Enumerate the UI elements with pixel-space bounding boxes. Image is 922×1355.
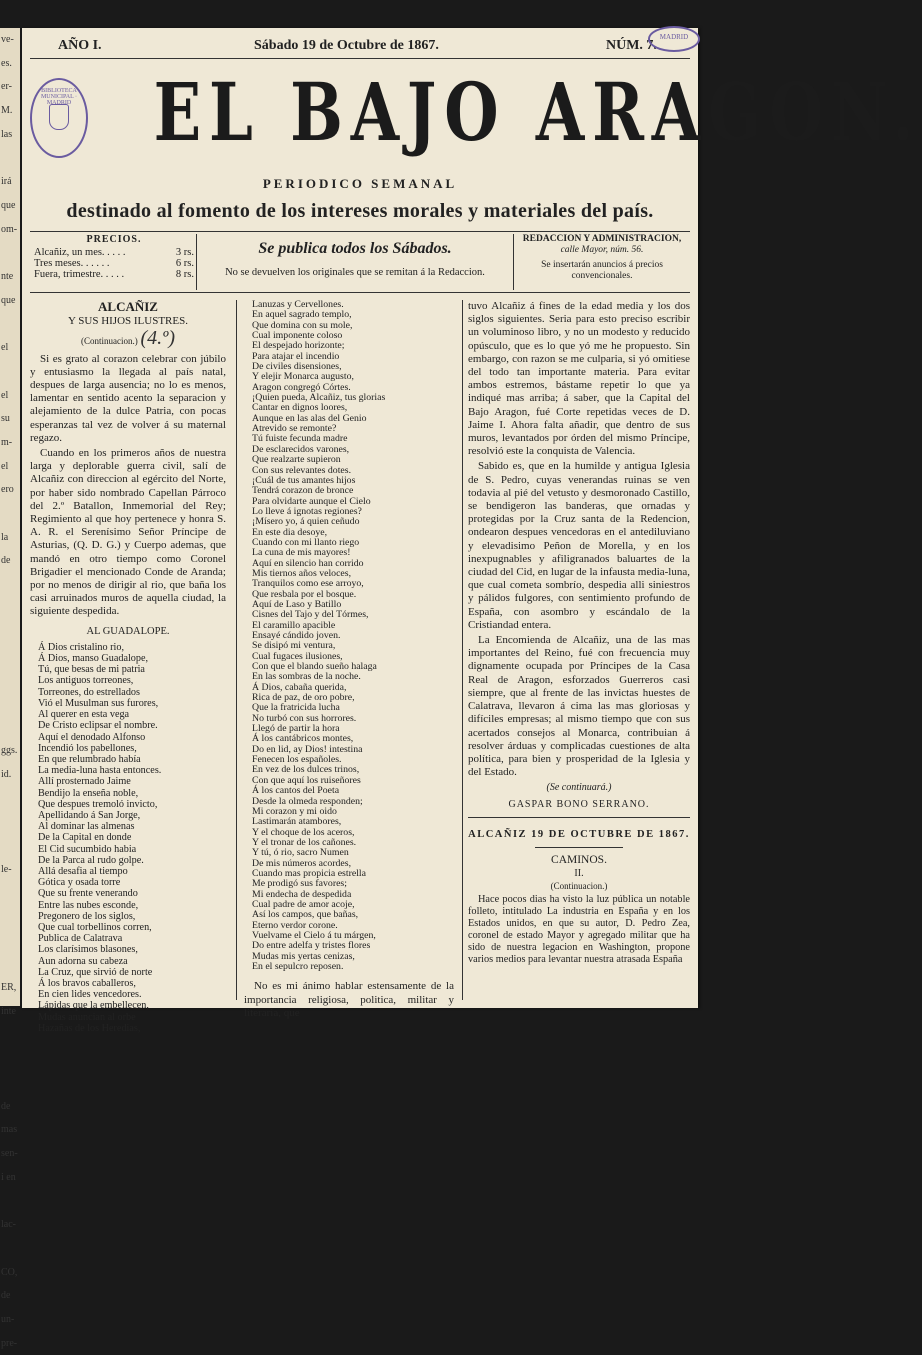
publication-box — [200, 234, 510, 292]
admin-box — [516, 234, 688, 292]
article-title: ALCAÑIZ — [98, 299, 158, 314]
poem-line: Y el tronar de los cañones. — [252, 836, 357, 848]
poem-line: Los antiguos torreones, — [38, 675, 134, 687]
poem-line: Desde la olmeda responden; — [252, 795, 363, 807]
poem-line: Á los cantos del Poeta — [252, 785, 340, 797]
paragraph: No es mi ánimo hablar estensamente de la importancia religiosa, politica, militar y literaria, que — [244, 980, 454, 1019]
caminos-continuation: (Continuacion.) — [550, 881, 608, 892]
prev-page-fragment: su — [1, 413, 10, 425]
poem-line: Para olvidarte aunque el Cielo — [252, 495, 371, 507]
library-stamp — [30, 78, 88, 158]
prev-page-fragment — [0, 952, 20, 976]
poem-line: Que cual torbellinos corren, — [38, 921, 152, 933]
prev-page-fragment: de — [1, 1100, 11, 1112]
poem-line: Mi corazon y mi oido — [252, 805, 337, 817]
prev-page-fragment — [0, 573, 20, 597]
masthead-top-line — [22, 38, 698, 56]
issue-date: Sábado 19 de Octubre de 1867. — [254, 38, 439, 53]
poem-line: El despejado horizonte; — [252, 340, 345, 352]
poem-line: Para atajar el incendio — [252, 350, 340, 362]
poem-line: Tú, que besas de mi patria — [38, 664, 145, 676]
prev-page-fragment: el — [1, 389, 9, 401]
poem-line: Incendió los pabellones, — [38, 742, 137, 754]
column-3 — [468, 300, 690, 968]
poem-line: Cantar en dignos loores, — [252, 402, 348, 414]
poem-line: Que su frente venerando — [38, 888, 138, 900]
previous-page-edge — [0, 28, 20, 1349]
poem-line: Atrevido se remonte? — [252, 423, 337, 435]
poem-line: Á los cantábricos montes, — [252, 733, 354, 745]
top-rule — [30, 58, 690, 59]
prev-page-fragment — [0, 597, 20, 621]
poem-line: Allí prosternado Jaime — [38, 776, 131, 788]
column-divider — [236, 300, 237, 1000]
poem-line: Vió el Musulman sus furores, — [38, 697, 159, 709]
short-rule — [535, 847, 624, 848]
info-top-rule — [30, 231, 690, 232]
poem-line: Allá desafia al tiempo — [38, 865, 128, 877]
prev-page-fragment: que — [1, 199, 16, 211]
poem-line: En las sombras de la noche. — [252, 671, 361, 683]
poem-line: Que la fratricida lucha — [252, 702, 340, 714]
poem-line: Cisnes del Tajo y del Tórmes, — [252, 609, 369, 621]
poem-line: De mis números acordes, — [252, 857, 352, 869]
poem-line: Hazañas de los Heredias, — [38, 1022, 141, 1034]
prev-page-fragment: de — [1, 1290, 11, 1302]
prev-page-fragment — [0, 1071, 20, 1095]
prev-page-fragment — [0, 810, 20, 834]
poem-line: Mi endecha de despedida — [252, 888, 352, 900]
poem-line: El Cid sucumbido habia — [38, 843, 137, 855]
poem-line: La cuna de mis mayores! — [252, 547, 351, 559]
prev-page-fragment: el — [1, 460, 9, 472]
paragraph: Cuando en los primeros años de nuestra larga y deplorable guerra civil, salí de Alcañiz con direccion al egército del Norte, por haber sido nombrado Capellan Párroco del 2.º Batallon, Inmemorial del Rey; Regimiento al que hoy pertenece y honra S. A. R. el Serenísimo Señor Príncipe de Asturias, (Q. D. G.) y Cuerpo ademas, que mandó en otro tiempo como Coronel Brigadier el mencionado Conde de Aranda; por no menos de dirigir al rio, que baña los casi arruinados muros de aquella ciudad, la siguiente despedida. — [30, 447, 226, 618]
poem-line: Ensayé cándido joven. — [252, 630, 341, 641]
prev-page-fragment — [0, 502, 20, 526]
paragraph: Hace pocos dias ha visto la luz pública un notable folleto, intitulado La industria en España y en los Estados unidos, en que su autor, D. Pedro Zea, coronel de estado Mayor y agregado militar que ha sido de nuestra legacion en Washington, propone varios medios para levantar nuestra atrasada España — [468, 893, 690, 965]
prev-page-fragment: las — [1, 128, 13, 140]
poem-line: En que relumbrado había — [38, 753, 141, 765]
poem-line: De esclarecidos varones, — [252, 443, 350, 455]
price-row: Alcañiz, un mes. . . . . 3 rs. — [34, 247, 194, 258]
poem-line: En aquel sagrado templo, — [252, 309, 352, 321]
prev-page-fragment — [0, 621, 20, 645]
prices-heading: PRECIOS. — [86, 234, 142, 245]
prev-page-fragment: nte — [1, 271, 14, 283]
prev-page-fragment — [0, 715, 20, 739]
poem-line: Aquí el denodado Alfonso — [38, 731, 146, 743]
poem-line: Rica de paz, de oro pobre, — [252, 692, 355, 704]
poem-line: Llegó de partir la hora — [252, 723, 340, 735]
poem-line: Á Dios cristalino rio, — [38, 641, 125, 653]
price-row: Fuera, trimestre. . . . . 8 rs. — [34, 269, 194, 280]
prev-page-fragment — [0, 787, 20, 811]
prev-page-fragment: la — [1, 531, 9, 543]
prev-page-fragment — [0, 881, 20, 905]
poem-title: AL GUADALOPE. — [86, 625, 170, 637]
prev-page-fragment: mas — [1, 1124, 18, 1136]
admin-note: Se insertarán anuncios á precios convencionales. — [541, 260, 663, 281]
poem-line: Aragon congregó Córtes. — [252, 381, 351, 393]
poem-line: Lanuzas y Cervellones. — [252, 299, 344, 310]
newspaper-title: EL BAJO ARAGON. — [153, 65, 922, 159]
poem-line: Lo lleve á ignotas regiones? — [252, 505, 362, 517]
prev-page-fragment: inte — [1, 1005, 16, 1017]
dateline: ALCAÑIZ 19 DE OCTUBRE DE 1867. — [468, 828, 690, 840]
poem-line: En el sepulcro reposen. — [252, 961, 344, 972]
prev-page-fragment — [0, 1047, 20, 1071]
poem-line: Do en lid, ay Dios! intestina — [252, 743, 363, 755]
publication-notice: No se devuelven los originales que se remitan á la Redaccion. — [225, 267, 485, 278]
poem-line: Y el choque de los aceros, — [252, 826, 355, 838]
prev-page-fragment: el — [1, 342, 9, 354]
section-rule — [468, 817, 690, 818]
prev-page-fragment: lac- — [1, 1219, 16, 1231]
prev-page-fragment: er- — [1, 81, 12, 93]
library-stamp-text: BIBLIOTECA MUNICIPAL · MADRID — [40, 88, 78, 106]
poem-line: Mudas mis yertas cenizas, — [252, 950, 355, 962]
poem-line: De Cristo eclipsar el nombre. — [38, 720, 158, 732]
crest-icon — [49, 104, 69, 130]
newspaper-subtitle: PERIODICO SEMANAL — [262, 176, 458, 191]
prev-page-fragment: ER, — [1, 982, 17, 994]
caminos-title: CAMINOS. — [551, 853, 607, 866]
poem-line: Entre las nubes esconde, — [38, 899, 139, 911]
poem-line: Que realzarte supieron — [252, 454, 341, 466]
caminos-number: II. — [574, 868, 584, 880]
handwritten-number: (4.º) — [140, 327, 176, 350]
prev-page-fragment: es. — [1, 57, 12, 69]
poem-line: Torreones, do estrellados — [38, 686, 140, 698]
prev-page-fragment — [0, 644, 20, 668]
poem-line: Cual padre de amor acoje, — [252, 898, 355, 910]
poem-line: De la Parca al rudo golpe. — [38, 854, 144, 866]
poem-line: Mis tiernos años veloces, — [252, 567, 352, 579]
prev-page-fragment — [0, 1024, 20, 1048]
column-1 — [30, 300, 226, 1034]
poem-line: Lastimarán atambores, — [252, 816, 342, 828]
poem-line: Gótica y osada torre — [38, 877, 121, 889]
poem-line: Pregonero de los siglos, — [38, 910, 136, 922]
poem-line: Tranquilos como ese arroyo, — [252, 578, 364, 590]
poem-line: Eterno verdor corone. — [252, 919, 338, 931]
poem-line: ¡Mísero yo, á quien ceñudo — [252, 516, 360, 528]
prev-page-fragment — [0, 1189, 20, 1213]
prev-page-fragment: que — [1, 294, 16, 306]
prev-page-fragment: pre- — [1, 1337, 18, 1349]
poem-line: Cuando mas propicia estrella — [252, 867, 366, 879]
poem-line: Y tú, ó rio, sacro Numen — [252, 847, 349, 859]
prev-page-fragment — [0, 1237, 20, 1261]
poem-line: Vuelvame el Cielo á tu márgen, — [252, 929, 376, 941]
paragraph: Sabido es, que en la humilde y antigua Iglesia de S. Pedro, cuyas venerandas ruinas se ven todavia al pié del vetusto y desmoronado Castillo, se bendigeron las banderas, que ornadas y protegidas por la Cruz santa de la Redencion, ondearon despues vencedoras en el antediluviano y elevadisimo Peñon de Morella, y en los inexpugnables y afiligranados baluartes de la ciudad del Cid, en lugar de la infausta media-luna, que cual cometa sombrío, despedia alli siniestros y pálidos fulgores, con sentimiento profundo de España, con asombro y escándalo de la Cristiandad entera. — [468, 460, 690, 631]
poem-line: Á Dios, cabaña querida, — [252, 681, 347, 693]
column-divider — [462, 300, 463, 1000]
prev-page-fragment: id. — [1, 768, 12, 780]
prev-page-fragment: om- — [1, 223, 18, 235]
paragraph: Si es grato al corazon celebrar con júbilo y entusiasmo la llegada al país natal, despues de larga ausencia; no lo es menos, lamentar en sentido acento la separacion y alejamiento de la dulce Patria, con pocas esperanzas tal vez de volver á su maternal regazo. — [30, 352, 226, 444]
poem-line: Bendijo la enseña noble, — [38, 787, 139, 799]
poem-line: ¡Quien pueda, Alcañiz, tus glorias — [252, 392, 386, 404]
issue-number: NÚM. 7. — [606, 38, 657, 53]
poem-line: Cual fugaces ilusiones, — [252, 650, 343, 662]
poem-line: De civiles disensiones, — [252, 361, 342, 373]
poem-line: Aquí en silencio han corrido — [252, 557, 364, 569]
prev-page-fragment: m- — [1, 436, 13, 448]
poem-line: Se disipó mi ventura, — [252, 640, 336, 652]
poem-line: Que domina con su mole, — [252, 319, 353, 331]
poem-line: Me prodigó sus favores; — [252, 878, 347, 890]
prev-page-fragment — [0, 360, 20, 384]
poem-line: No turbó con sus horrores. — [252, 712, 357, 724]
prev-page-fragment: ve- — [1, 34, 14, 45]
poem-line: Á los bravos caballeros, — [38, 977, 136, 989]
prev-page-fragment: le- — [1, 863, 12, 875]
poem-line: Lápidas que la embellecen, — [38, 1000, 149, 1012]
poem-line: Los clarísimos blasones, — [38, 944, 138, 956]
poem-line: Tú fuiste fecunda madre — [252, 433, 348, 445]
prev-page-fragment: irá — [1, 176, 12, 188]
paragraph: tuvo Alcañiz á fines de la edad media y los dos siglos siguientes. Seria para esto preciso escribir un voluminoso libro, y no un modesto y reducido opúsculo, que es lo que yó me he propuesto. Sin embargo, con razon se me culparia, si yó omitiese del todo tan importante materia. Para evitar ambos estremos, bástame repetir lo que ya indiqué mas arriba; á saber, que la Capital del Bajo Aragon, fué Corte repetidas veces de D. Jaime I. Ahora falta añadir, que dentro de sus muros, levantados por órden del mismo Príncipe, resolvió este la conquista de Valencia. — [468, 300, 690, 458]
poem-line: Fenecen los españoles. — [252, 754, 342, 766]
corner-stamp: MADRID — [648, 26, 700, 52]
price-row: Tres meses. . . . . . 6 rs. — [34, 258, 194, 269]
prices-box — [34, 234, 194, 292]
prev-page-fragment: un- — [1, 1313, 15, 1325]
newspaper-page — [22, 28, 922, 1034]
poem-line: Aunque en las alas del Genio — [252, 412, 367, 424]
poem-line: En cien lides vencedores. — [38, 989, 142, 1001]
prev-page-fragment — [0, 929, 20, 953]
prev-page-fragment — [0, 147, 20, 171]
poem-line: Cual imponente coloso — [252, 330, 343, 342]
prev-page-fragment: M. — [1, 105, 13, 117]
to-be-continued: (Se continuará.) — [546, 782, 612, 794]
paragraph: La Encomienda de Alcañiz, una de las mas importantes del Reino, fué con frecuencia muy dignamente ocupada por Príncipes de la Casa Real de Aragon, esforzados Guerreros casi siempre, que al frente de las invictas huestes de Calatrava, llevaron á cima las mas gloriosas y difíciles empresas; al mismo tiempo que con sus acertados consejos al Monarca, contribuian á resolver árduas y complicadas cuestiones de alta política, para bien y prosperidad de la Iglesia y del Estado. — [468, 634, 690, 779]
prev-page-fragment — [0, 692, 20, 716]
poem-line: Do entre adelfa y tristes flores — [252, 940, 371, 952]
poem-line: Cuando con mi llanto riego — [252, 536, 360, 548]
prev-page-fragment: de — [1, 555, 11, 567]
article-subtitle: Y SUS HIJOS ILUSTRES. — [67, 315, 188, 328]
prev-page-fragment — [0, 312, 20, 336]
info-divider — [513, 234, 514, 290]
poem-line: ¡Cuál de tus amantes hijos — [252, 474, 356, 486]
poem-line: En este dia desoye, — [252, 526, 328, 538]
newspaper-motto: destinado al fomento de los intereses morales y materiales del país. — [66, 200, 654, 222]
poem-line: Con sus relevantes dotes. — [252, 464, 352, 476]
continuation-note: (Continuacion.) — [80, 336, 138, 347]
prev-page-fragment — [0, 834, 20, 858]
poem-part-1 — [30, 642, 226, 1034]
poem-line: Así los campos, que bañas, — [252, 909, 359, 921]
poem-line: Y elejir Monarca augusto, — [252, 371, 354, 383]
poem-line: Tendrá corazon de bronce — [252, 485, 354, 497]
poem-line: Aun adorna su cabeza — [38, 955, 128, 967]
poem-part-2 — [244, 300, 454, 972]
info-divider — [196, 234, 197, 290]
poem-line: Mudas anuncian al orbe — [38, 1011, 136, 1023]
poem-line: Que resbala por el bosque. — [252, 588, 357, 600]
poem-line: Apellidando á San Jorge, — [38, 809, 141, 821]
info-bottom-rule — [30, 292, 690, 293]
author-signature: GASPAR BONO SERRANO. — [508, 798, 650, 810]
prev-page-fragment: ero — [1, 484, 14, 496]
prev-page-fragment — [0, 905, 20, 929]
poem-line: La Cruz, que sirvió de norte — [38, 966, 153, 978]
poem-line: Al dominar las almenas — [38, 821, 135, 833]
poem-line: En vez de los dulces trinos, — [252, 764, 360, 776]
prev-page-fragment: CO, — [1, 1266, 18, 1278]
prev-page-fragment — [0, 241, 20, 265]
poem-line: Á Dios, manso Guadalope, — [38, 653, 149, 665]
column-2 — [244, 300, 454, 1022]
prev-page-fragment: i en — [1, 1171, 16, 1183]
poem-line: Con que el blando sueño halaga — [252, 661, 377, 673]
poem-line: De la Capital en donde — [38, 832, 132, 844]
admin-address: calle Mayor, núm. 56. — [560, 245, 644, 255]
poem-line: Con que aquí los ruiseñores — [252, 774, 361, 786]
prev-page-fragment — [0, 668, 20, 692]
publication-schedule: Se publica todos los Sábados. — [258, 240, 452, 257]
year-label: AÑO I. — [58, 38, 102, 53]
poem-line: Que despues tremoló invicto, — [38, 798, 158, 810]
poem-line: El caramillo apacible — [252, 619, 336, 631]
poem-line: Al querer en esta vega — [38, 709, 130, 721]
prev-page-fragment: ggs. — [1, 745, 18, 757]
poem-line: La media-luna hasta entonces. — [38, 765, 162, 777]
poem-line: Publica de Calatrava — [38, 933, 123, 945]
poem-line: Aquí de Laso y Batillo — [252, 598, 342, 610]
prev-page-fragment: sen- — [1, 1148, 18, 1160]
admin-heading: REDACCION Y ADMINISTRACION, — [522, 234, 682, 244]
